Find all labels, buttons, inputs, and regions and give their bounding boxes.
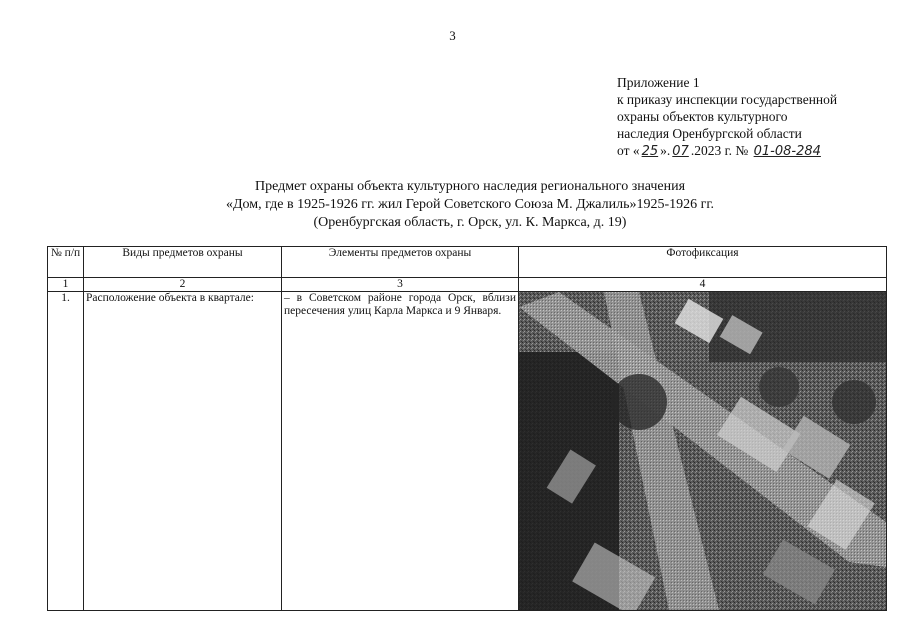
row-elements: – в Советском районе города Орск, вблизи пересечения улиц Карла Маркса и 9 Января.	[282, 292, 519, 611]
title-line: (Оренбургская область, г. Орск, ул. К. Маркса, д. 19)	[313, 215, 627, 230]
header-photo: Фотофиксация	[519, 247, 887, 278]
appendix-block	[617, 74, 837, 160]
column-number-row	[48, 278, 887, 292]
appendix-line: наследия Оренбургской области	[617, 126, 802, 141]
handwritten-order-number: 01-08-284	[753, 144, 821, 159]
title-line: Предмет охраны объекта культурного наследия регионального значения	[254, 179, 686, 194]
order-date-line	[617, 142, 837, 160]
appendix-line: к приказу инспекции государственной	[617, 92, 838, 107]
row-number: 1.	[48, 292, 84, 611]
appendix-line: охраны объектов культурного	[617, 109, 788, 124]
header-elements: Элементы предметов охраны	[282, 247, 519, 278]
protection-subject-table	[47, 246, 887, 611]
document-title	[0, 178, 905, 232]
title-line: «Дом, где в 1925-1926 гг. жил Герой Советского Союза М. Джалиль»1925-1926 гг.	[225, 197, 715, 212]
date-prefix: от «	[617, 143, 640, 158]
header-number: № п/п	[48, 247, 84, 278]
aerial-photo	[519, 292, 886, 610]
header-types: Виды предметов охраны	[84, 247, 282, 278]
column-number: 4	[519, 278, 887, 292]
handwritten-month: 07	[672, 144, 689, 159]
column-number: 1	[48, 278, 84, 292]
page-number: 3	[449, 28, 456, 43]
column-number: 3	[282, 278, 519, 292]
column-number: 2	[84, 278, 282, 292]
date-suffix: .2023 г. №	[690, 143, 749, 158]
table-header-row	[48, 247, 887, 278]
handwritten-day: 25	[641, 144, 659, 159]
row-photo-cell	[519, 292, 887, 611]
appendix-title: Приложение 1	[617, 75, 700, 90]
row-type: Расположение объекта в квартале:	[84, 292, 282, 611]
table-row	[48, 292, 887, 611]
date-mid: ».	[660, 143, 671, 158]
